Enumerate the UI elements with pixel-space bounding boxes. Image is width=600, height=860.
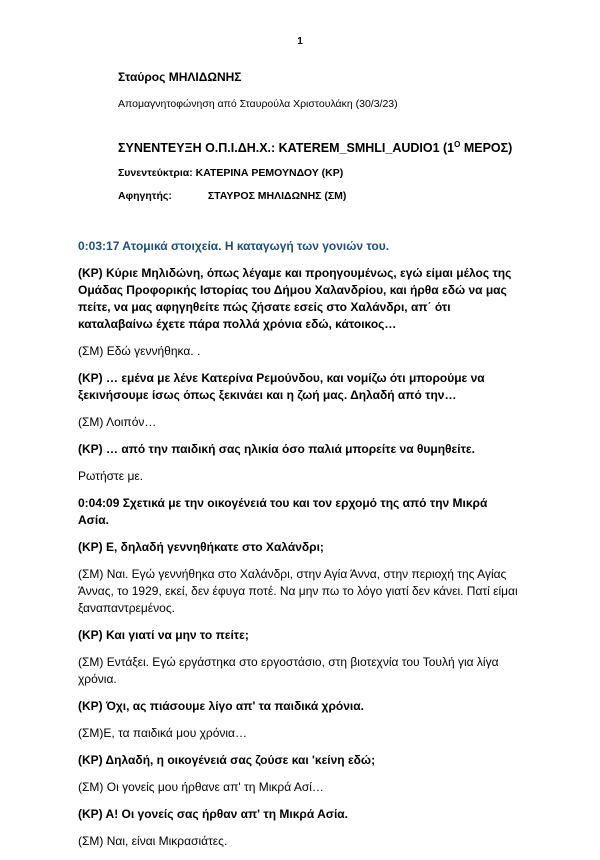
transcript-paragraph: (ΣΜ)Ε, τα παιδικά μου χρόνια… <box>78 726 247 740</box>
timestamp-heading: 0:03:17 Ατομικά στοιχεία. Η καταγωγή των γονιών του. <box>78 239 390 253</box>
transcript-paragraph: (ΚΡ) Όχι, ας πιάσουμε λίγο απ' τα παιδικά χρόνια. <box>78 699 364 713</box>
transcript-paragraph: Ρωτήστε με. <box>78 469 144 483</box>
transcript-paragraph: (ΚΡ) Δηλαδή, η οικογένειά σας ζούσε και 'κείνη εδώ; <box>78 753 376 767</box>
interviewer-line: Συνεντεύκτρια: ΚΑΤΕΡΙΝΑ ΡΕΜΟΥΝΔΟΥ (ΚΡ) <box>118 167 344 180</box>
transcript-paragraph: (ΚΡ) Ε, δηλαδή γεννηθήκατε στο Χαλάνδρι; <box>78 540 324 554</box>
transcription-note: Απομαγνητοφώνηση από Σταυρούλα Χριστουλάκη (30/3/23) <box>118 98 398 110</box>
timestamp-heading: 0:04:09 Σχετικά με την οικογένειά του και τον ερχομό της από την Μικρά Ασία. <box>78 496 488 527</box>
transcript-body <box>78 238 518 860</box>
narrator-name: Σταύρος ΜΗΛΙΔΩΝΗΣ <box>118 70 242 84</box>
title-superscript: Ο <box>454 140 461 149</box>
transcript-paragraph: (ΚΡ) … εμένα με λένε Κατερίνα Ρεμούνδου, και νομίζω ότι μπορούμε να ξεκινήσουμε ίσως όπως ξεκινάει και η ζωή μας. Δηλαδή από την… <box>78 371 485 402</box>
title-main: ΣΥΝΕΝΤΕΥΞΗ Ο.Π.Ι.ΔΗ.Χ.: KATEREM_SMHLI_AUDIO1 (1 <box>118 141 455 156</box>
transcript-paragraph: (ΚΡ) … από την παιδική σας ηλικία όσο παλιά μπορείτε να θυμηθείτε. <box>78 442 475 456</box>
transcript-paragraph: (ΚΡ) Κύριε Μηλιδώνη, όπως λέγαμε και προηγουμένως, εγώ είμαι μέλος της Ομάδας Προφορικής Ιστορίας του Δήμου Χαλανδρίου, και ήρθα εδώ να μας πείτε, να μας αφηγηθείτε πώς ζήσατε εσείς στο Χαλάνδρι, απ΄ ότι καταλαβαίνω έχετε πάρα πολλά χρόνια εδώ, κάτοικος… <box>78 266 512 331</box>
narrator-line <box>118 190 558 202</box>
transcript-paragraph: (ΣΜ) Εδώ γεννήθηκα. . <box>78 344 201 358</box>
transcript-paragraph: (ΣΜ) Ναι. Εγώ γεννήθηκα στο Χαλάνδρι, στην Αγία Άννα, στην περιοχή της Αγίας Άννας, το 1929, εκεί, δεν έφυγα ποτέ. Να μην πω το λόγο γιατί δεν κάνει. Πατί είμαι ξαναπαντρεμένος. <box>78 567 518 615</box>
transcript-paragraph: (ΚΡ) Α! Οι γονείς σας ήρθαν απ' τη Μικρά Ασία. <box>78 807 349 821</box>
transcript-paragraph: (ΣΜ) Οι γονείς μου ήρθανε απ' τη Μικρά Ασί… <box>78 780 324 794</box>
transcript-paragraph: (ΣΜ) Ναι, είναι Μικρασιάτες. <box>78 834 228 848</box>
transcript-paragraph: (ΣΜ) Εντάξει. Εγώ εργάστηκα στο εργοστάσιο, στη βιοτεχνία του Τουλή για λίγα χρόνια. <box>78 655 499 686</box>
narrator-value: ΣΤΑΥΡΟΣ ΜΗΛΙΔΩΝΗΣ (ΣΜ) <box>207 190 347 203</box>
transcript-paragraph: (ΣΜ) Λοιπόν… <box>78 415 157 429</box>
document-header <box>118 70 558 213</box>
title-end: ΜΕΡΟΣ) <box>460 141 513 156</box>
interview-title <box>118 140 558 155</box>
transcript-paragraph: (ΚΡ) Και γιατί να μην το πείτε; <box>78 628 249 642</box>
page-number: 1 <box>297 36 303 47</box>
narrator-label: Αφηγητής: <box>118 190 172 203</box>
